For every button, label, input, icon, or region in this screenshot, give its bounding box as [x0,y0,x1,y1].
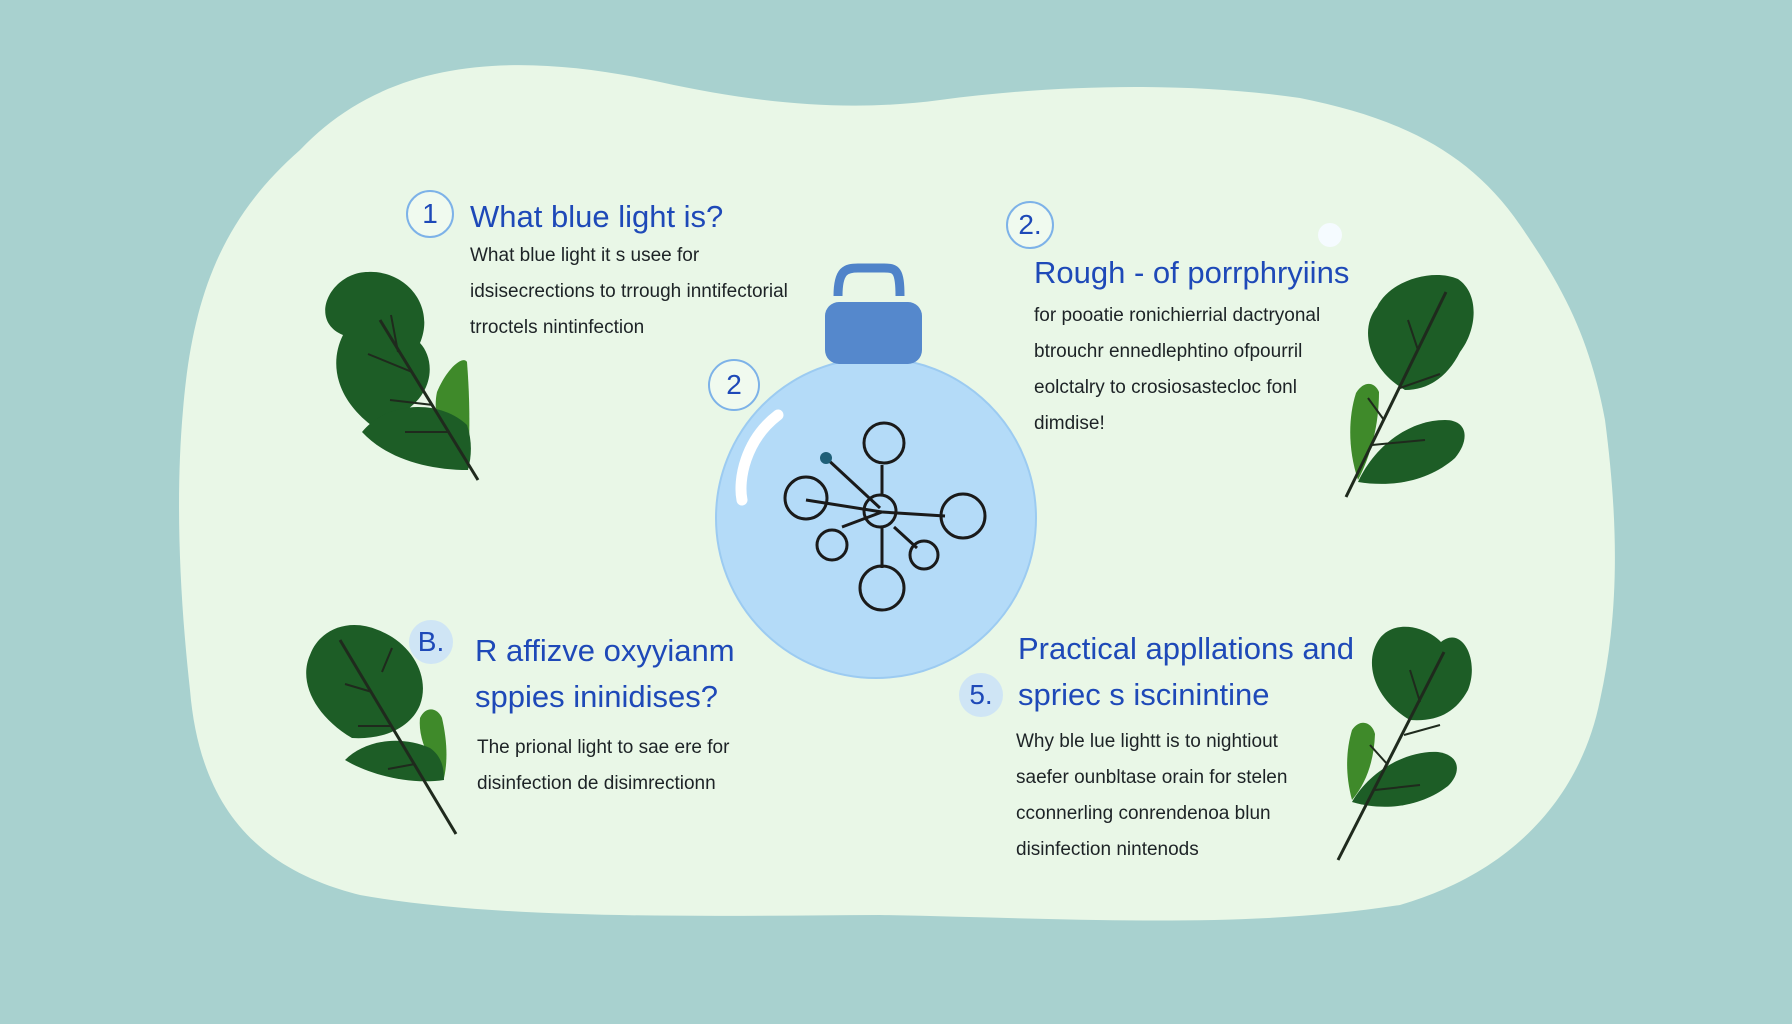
section-1-title: What blue light is? [470,199,724,234]
section-2-number: 2. [1006,201,1054,249]
section-1-line: trroctels nintinfection [470,317,645,338]
section-2-line: for pooatie ronichierrial dactryonal [1034,305,1321,326]
section-4-line: disinfection nintenods [1016,839,1199,860]
section-4-title-line: Practical appllations and [1018,631,1355,666]
section-1-body [470,238,788,346]
section-4-title-line: spriec s iscinintine [1018,677,1270,712]
section-4-line: cconnerling conrendenoa blun [1016,803,1271,824]
section-2-title: Rough - of porrphryiins [1034,255,1350,290]
section-4-line: saefer ounbltase orain for stelen [1016,767,1288,788]
section-2-body [1034,298,1320,442]
section-3-title-line: sppies ininidises? [475,679,718,714]
section-3-number: B. [409,620,453,664]
section-1-number: 1 [406,190,454,238]
section-2-line: eolctalry to crosiosastecloc fonl [1034,377,1297,398]
sparkle-dot [1318,223,1342,247]
section-4-line: Why ble lue lightt is to nightiout [1016,731,1278,752]
section-3-line: The prional light to sae ere for [477,737,730,758]
section-1-line: What blue light it s usee for [470,245,700,266]
section-4-body [1016,724,1287,868]
section-2-line: btrouchr ennedlephtino ofpourril [1034,341,1303,362]
section-4-title [1018,626,1354,718]
section-1-line: idsisecrections to trrough inntifectorial [470,281,788,302]
section-3-line: disinfection de disimrectionn [477,773,716,794]
section-3-title [475,628,735,720]
section-3-body [477,730,729,802]
molecule-node-accent [820,452,832,464]
center-number-badge: 2 [708,359,760,411]
section-4-number: 5. [959,673,1003,717]
section-2-line: dimdise! [1034,413,1105,434]
section-3-title-line: R affizve oxyyianm [475,633,735,668]
